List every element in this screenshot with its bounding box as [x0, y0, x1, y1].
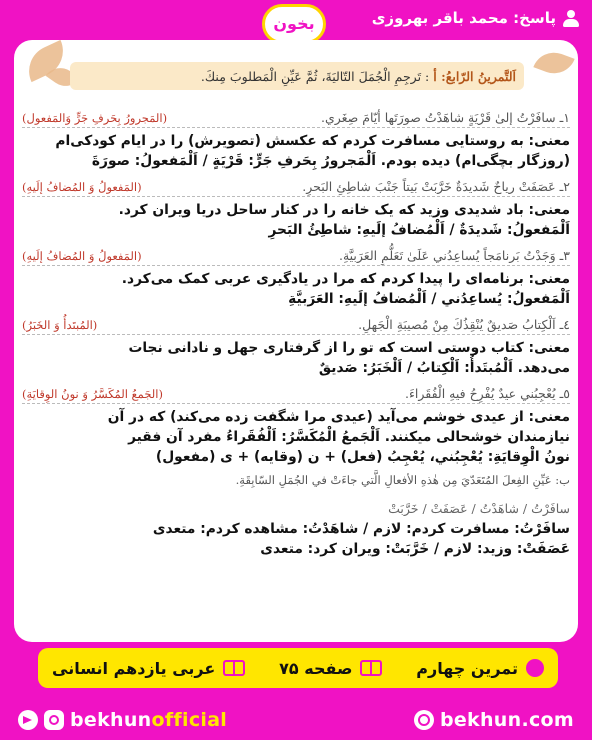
footer-exercise — [416, 659, 544, 678]
exercise-instruction: : تَرجِمِ الْجُمَلَ التّالیَةَ، ثُمَّ عَیِّنِ الْمَطلوبَ مِنكَ. — [200, 68, 430, 84]
meaning-line: معنی: به روستایی مسافرت کردم که عکسش (تصویرش) را در ایام کودکی‌ام — [55, 133, 570, 149]
social-handle[interactable] — [18, 709, 227, 731]
part-b-instruction: ب: عَيِّنِ الفِعلَ المُتَعَدّيَ مِن هٰذهِ الأفعالِ الَّتي جاءَتْ في الجُمَلِ السّابِقَةِ. — [235, 473, 570, 487]
grammar-target: (المَفعولُ وَ المُضافُ إلَيهِ) — [22, 180, 142, 194]
meaning-line: نونُ الْوِقايَةِ: يُعْجِبُني، يُعْجِبُ (فعل) + ن (وقایه) + ی (مفعول) — [155, 449, 570, 465]
footer-page-label: صفحه ۷۵ — [279, 658, 353, 678]
answer-line: سافَرْتُ: مسافرت کردم: لازم / شاهَدْتُ: مشاهده کردم: متعدی — [152, 521, 570, 537]
telegram-icon[interactable] — [18, 710, 38, 730]
meaning-line: اَلْمَفعولُ: يُساعِدُني / اَلْمُضافُ إلَيهِ: العَرَبيَّةِ — [288, 291, 570, 307]
footer-bar — [38, 648, 558, 688]
part-b-verbs: سافَرْتُ / شاهَدْتُ / عَصَفَتْ / خَرَّبَتْ — [388, 501, 570, 516]
part-b-answers — [22, 519, 570, 559]
website[interactable] — [414, 709, 574, 731]
meaning-line: اَلْمَفعولُ: شَديدَةٌ / اَلْمُضافُ إلَيهِ: شاطِئُ البَحرِ — [268, 222, 570, 238]
logo: بخون — [262, 4, 326, 44]
footer-page — [279, 659, 382, 678]
exercise-title: اَلتَّمرینُ الرّابعُ: أ — [433, 68, 516, 84]
book-icon — [223, 660, 245, 676]
item-5-meaning — [22, 407, 570, 467]
item-4-meaning — [22, 338, 570, 378]
footer-book-label: عربی یازدهم انسانی — [52, 658, 216, 678]
footer-book — [52, 659, 245, 678]
answer-label — [372, 9, 580, 27]
content-card — [14, 40, 578, 642]
arabic-sentence: ٢ـ عَصَفَتْ رياحٌ شَديدَةٌ خَرَّبَتْ بَيتاً جَنْبَ شاطِئِ البَحرِ. — [302, 179, 570, 194]
handle-main: bekhun — [70, 709, 152, 731]
grammar-target: (المَفعولُ وَ المُضافُ إلَيهِ) — [22, 249, 142, 263]
meaning-line: نیازمندان خوشحالی میکنند. اَلْجَمعُ الْمُكَسَّرُ: اَلْفُقَراءُ مفرد آن فقیر — [128, 429, 570, 445]
arabic-sentence: ١ـ سافَرْتُ إلیٰ قَرْیَةٍ شاهَدْتُ صورَتَها أیّامَ صِغَري. — [320, 110, 570, 125]
grammar-target: (المُبتَدأُ وَ الخَبَرُ) — [22, 318, 98, 332]
meaning-line: معنی: برنامه‌ای را پیدا کردم که مرا در یادگیری عربی کمک می‌کرد. — [121, 271, 570, 287]
exercise-title-bar — [70, 62, 524, 90]
meaning-line: معنی: از عیدی خوشم می‌آید (عیدی مرا شگفت زده می‌کند) که در آن — [107, 409, 570, 425]
handle-accent: official — [151, 709, 228, 731]
item-2-arabic — [22, 179, 570, 197]
meaning-line: معنی: باد شدیدی وزید که یک خانه را در کنار ساحل دریا ویران کرد. — [118, 202, 570, 218]
footer-exercise-label: تمرین چهارم — [416, 658, 518, 678]
user-icon — [562, 9, 580, 27]
book-icon — [360, 660, 382, 676]
item-3-meaning — [22, 269, 570, 309]
item-1-arabic — [22, 110, 570, 128]
arabic-sentence: ٤ـ اَلْكِتابُ صَديقٌ يُنْقِذُكَ مِنْ مُصيبَةِ الْجَهلِ. — [358, 317, 570, 332]
user-icon — [526, 659, 544, 677]
grammar-target: (المَجرورُ بِحَرفِ جَرٍّ وَالمَفعول) — [22, 111, 168, 125]
grammar-target: (الجَمعُ المُكَسَّرُ وَ نونُ الوِقايَةِ) — [22, 387, 163, 401]
item-3-arabic — [22, 248, 570, 266]
meaning-line: معنی: کتاب دوستی است که تو را از گرفتاری جهل و نادانی نجات — [128, 340, 570, 356]
arabic-sentence: ٥ـ يُعْجِبُني عيدٌ يُفْرِحُ فيهِ الْفُقَراءَ. — [405, 386, 570, 401]
answer-text: پاسخ: محمد باقر بهروزی — [371, 9, 556, 27]
exercise-items — [22, 102, 570, 559]
leaf-decoration — [533, 47, 574, 80]
meaning-line: می‌دهد. اَلْمُبتَدأُ: اَلْكِتابُ / اَلْخَبَرُ: صَديقٌ — [318, 360, 570, 376]
meaning-line: (روزگار بچگی‌ام) دیده بودم. اَلْمَجرورُ بِحَرفِ جَرٍّ: قَرْیَةٍ / اَلْمَفعولُ: صورَةَ — [91, 153, 570, 169]
answer-line: عَصَفَتْ: وزید: لازم / خَرَّبَتْ: ویران کرد: متعدی — [260, 541, 570, 557]
item-1-meaning — [22, 131, 570, 171]
item-4-arabic — [22, 317, 570, 335]
instagram-icon[interactable] — [44, 710, 64, 730]
website-link[interactable]: bekhun.com — [439, 709, 574, 731]
item-5-arabic — [22, 386, 570, 404]
arabic-sentence: ٣ـ وَجَدْتُ بَرنامَجاً يُساعِدُني عَلَىٰ تَعَلُّمِ العَرَبيَّةِ. — [338, 248, 570, 263]
globe-icon[interactable] — [414, 710, 434, 730]
social-bar — [0, 702, 592, 738]
handle-text[interactable] — [70, 709, 227, 731]
item-2-meaning — [22, 200, 570, 240]
